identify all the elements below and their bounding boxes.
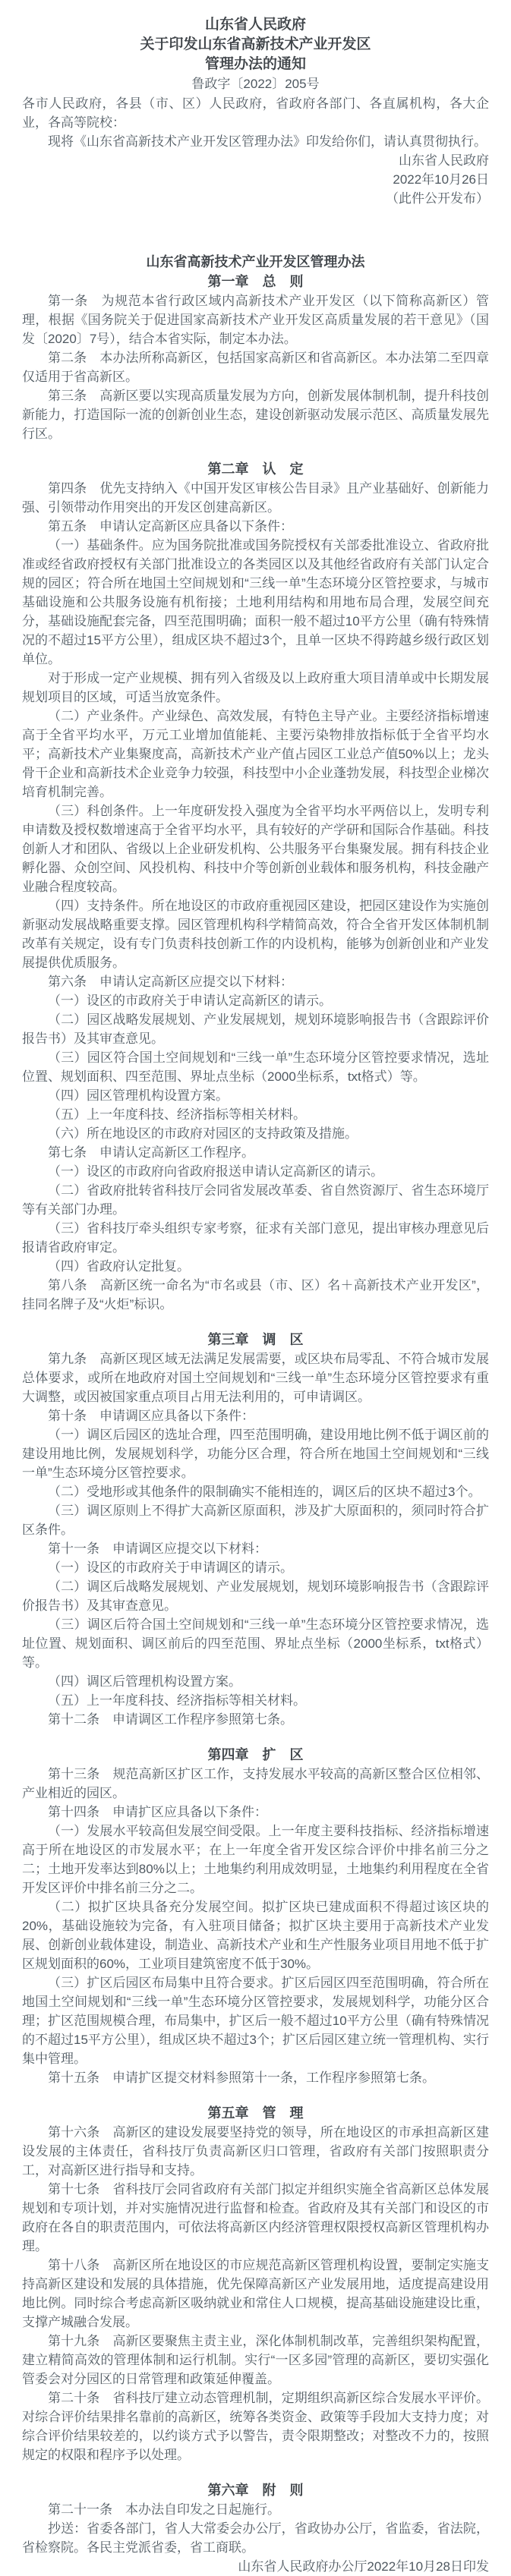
chapter-heading: 第五章 管 理 xyxy=(207,2105,304,2121)
paragraph: 第十七条 省科技厅会同省政府有关部门拟定并组织实施全省高新区总体发展规划和专项计划，并对实施情况进行监督和检查。省政府及其有关部门和设区的市政府在各自的职责范围内，可依法将高新区内经济管理权限授权高新区管理机构办理。 xyxy=(22,2182,489,2253)
paragraph: 第十二条 申请调区工作程序参照第七条。 xyxy=(48,1712,293,1727)
notice-title-line-2: 关于印发山东省高新技术产业开发区 xyxy=(140,36,371,52)
paragraph: 第一条 为规范本省行政区域内高新技术产业开发区（以下简称高新区）管理，根据《国务院关于促进国家高新技术产业开发区高质量发展的若干意见》（国发〔2020〕7号），结合本省实际，制定本办法。 xyxy=(22,294,489,346)
paragraph: （二）受地形或其他条件的限制确实不能相连的，调区后的区块不超过3个。 xyxy=(48,1485,481,1499)
public-release-note: （此件公开发布） xyxy=(386,191,489,206)
paragraph: （二）园区战略发展规划、产业发展规划，规划环境影响报告书（含跟踪评价报告书）及其审查意见。 xyxy=(22,1012,489,1046)
paragraph: 第二十条 省科技厅建立动态管理机制，定期组织高新区综合发展水平评价。对综合评价结果排名靠前的高新区，统筹各类资金、政策等手段加大支持力度；对综合评价结果较差的，以约谈方式予以警告，责令限期整改；对整改不力的，按照规定的权限和程序予以处理。 xyxy=(22,2391,489,2462)
notice-title-line-1: 山东省人民政府 xyxy=(204,17,306,33)
paragraph: 第十四条 申请扩区应具备以下条件： xyxy=(48,1805,267,1819)
paragraph: 第十五条 申请扩区提交材料参照第十一条，工作程序参照第七条。 xyxy=(48,2071,435,2085)
paragraph: （五）上一年度科技、经济指标等相关材料。 xyxy=(48,1107,306,1122)
paragraph: （一）基础条件。应为国务院批准或国务院授权有关部委批准设立、省政府批准或经省政府授权有关部门批准设立的各类园区以及其他经省政府有关部门认定合规的园区；符合所在地国土空间规划和“三线一单”生态环境分区管控要求，与城市基础设施和公共服务设施有机衔接；土地利用结构和用地布局合理，发展空间充分，基础设施配套完备，四至范围明确；面积一般不超过10平方公里（确有特殊情况的不超过15平方公里），组成区块不超过3个，且单一区块不得跨越乡级行政区划单位。 xyxy=(22,538,489,666)
notice-body: 现将《山东省高新技术产业开发区管理办法》印发给你们，请认真贯彻执行。 xyxy=(48,134,487,149)
paragraph: （三）园区符合国土空间规划和“三线一单”生态环境分区管控要求情况，选址位置、规划面积、四至范围、界址点坐标（2000坐标系，txt格式）等。 xyxy=(22,1050,489,1084)
paragraph: 第三条 高新区要以实现高质量发展为方向，创新发展体制机制，提升科技创新能力，打造国际一流的创新创业生态，建设创新驱动发展示范区、高质量发展先行区。 xyxy=(22,389,489,441)
notice-title-line-3: 管理办法的通知 xyxy=(204,56,306,72)
paragraph: 第五条 申请认定高新区应具备以下条件： xyxy=(48,519,293,534)
paragraph: （三）调区原则上不得扩大高新区原面积，涉及扩大原面积的，须同时符合扩区条件。 xyxy=(22,1504,489,1537)
paragraph: 第二十一条 本办法自印发之日起施行。 xyxy=(48,2502,280,2517)
paragraph: 第六条 申请认定高新区应提交以下材料： xyxy=(48,975,293,989)
paragraph: 第二条 本办法所称高新区，包括国家高新区和省高新区。本办法第二至四章仅适用于省高新区。 xyxy=(22,351,489,384)
addressee-line: 各市人民政府，各县（市、区）人民政府，省政府各部门、各直属机构，各大企业，各高等院校： xyxy=(22,96,489,130)
paragraph: 第十九条 高新区要聚焦主责主业，深化体制机制改革，完善组织架构配置，建立精简高效的管理体制和运行机制。实行“一区多园”管理的高新区，要切实强化管委会对分园区的日常管理和政策延伸覆盖。 xyxy=(22,2334,489,2386)
chapter-heading: 第一章 总 则 xyxy=(207,274,304,289)
paragraph: 第十八条 高新区所在地设区的市应规范高新区管理机构设置，要制定实施支持高新区建设和发展的具体措施，优先保障高新区产业发展用地，适度提高建设用地比例。同时综合考虑高新区吸纳就业和常住人口规模，提高基础设施建设比重，支撑产城融合发展。 xyxy=(22,2258,489,2329)
paragraph: 第七条 申请认定高新区工作程序。 xyxy=(48,1145,254,1160)
paragraph: （三）省科技厅牵头组织专家考察，征求有关部门意见，提出审核办理意见后报请省政府审定。 xyxy=(22,1221,489,1255)
paragraph: 第四条 优先支持纳入《中国开发区审核公告目录》且产业基础好、创新能力强、引领带动作用突出的开发区创建高新区。 xyxy=(22,481,489,515)
paragraph: （一）调区后园区的选址合理，四至范围明确，建设用地比例不低于调区前的建设用地比例，发展规划科学，功能分区合理，符合所在地国土空间规划和“三线一单”生态环境分区管控要求。 xyxy=(22,1428,489,1480)
paragraph: 第十一条 申请调区应提交以下材料： xyxy=(48,1542,267,1556)
document-number: 鲁政字〔2022〕205号 xyxy=(191,77,320,91)
measures-title: 山东省高新技术产业开发区管理办法 xyxy=(146,254,365,269)
paragraph: 第十六条 高新区的建设发展要坚持党的领导，所在地设区的市承担高新区建设发展的主体责任，省科技厅负责高新区归口管理，省政府有关部门按照职责分工，对高新区进行指导和支持。 xyxy=(22,2125,489,2178)
paragraph: （三）扩区后园区布局集中且符合要求。扩区后园区四至范围明确，符合所在地国土空间规划和“三线一单”生态环境分区管控要求，发展规划科学，功能分区合理；扩区范围规模合理，布局集中，扩区后一般不超过10平方公里（确有特殊情况的不超过15平方公里），组成区块不超过3个；扩区后园区建立统一管理机构、实行集中管理。 xyxy=(22,1976,489,2066)
paragraph: 第八条 高新区统一命名为“市名或县（市、区）名＋高新技术产业开发区”，挂同名牌子及“火炬”标识。 xyxy=(22,1278,489,1312)
cc-line: 抄送：省委各部门，省人大常委会办公厅，省政协办公厅，省监委，省法院，省检察院。各民主党派省委，省工商联。 xyxy=(22,2521,489,2555)
paragraph: （三）科创条件。上一年度研发投入强度为全省平均水平两倍以上，发明专利申请数及授权数增速高于全省平均水平，具有较好的产学研和国际合作基础。科技创新人才和团队、省级以上企业研发机构、公共服务平台集聚发展。拥有科技企业孵化器、众创空间、风投机构、科技中介等创新创业载体和服务机构，科技金融产业融合程度较高。 xyxy=(22,804,489,894)
signature-date: 2022年10月26日 xyxy=(393,172,489,187)
paragraph: （三）调区后符合国土空间规划和“三线一单”生态环境分区管控要求情况，选址位置、规划面积、调区前后的四至范围、界址点坐标（2000坐标系，txt格式）等。 xyxy=(22,1617,489,1670)
paragraph: （四）支持条件。所在地设区的市政府重视园区建设，把园区建设作为实施创新驱动发展战略重要支撑。园区管理机构科学精简高效，符合全省开发区体制机制改革有关规定，设有专门负责科技创新工作的内设机构，能够为创新创业和产业发展提供优质服务。 xyxy=(22,899,489,970)
chapters xyxy=(22,272,489,2519)
chapter-heading: 第三章 调 区 xyxy=(207,1332,304,1347)
paragraph: （四）调区后管理机构设置方案。 xyxy=(48,1674,241,1689)
signature-issuer: 山东省人民政府 xyxy=(399,153,489,168)
issuance-line: 山东省人民政府办公厅2022年10月28日印发 xyxy=(238,2559,489,2574)
paragraph: （四）省政府认定批复。 xyxy=(48,1259,190,1274)
paragraph: 第十三条 规范高新区扩区工作，支持发展水平较高的高新区整合区位相邻、产业相近的园区。 xyxy=(22,1767,489,1800)
paragraph: 第九条 高新区现区域无法满足发展需要，或区块布局零乱、不符合城市发展总体要求，或所在地政府对国土空间规划和“三线一单”生态环境分区管控要求有重大调整，或因被国家重点项目占用无法利用的，可申请调区。 xyxy=(22,1352,489,1404)
paragraph: （一）设区的市政府关于申请认定高新区的请示。 xyxy=(48,994,332,1008)
paragraph: （五）上一年度科技、经济指标等相关材料。 xyxy=(48,1693,306,1708)
paragraph: （二）产业条件。产业绿色、高效发展，有特色主导产业。主要经济指标增速高于全省平均水平，万元工业增加值能耗、主要污染物排放指标低于全省平均水平；高新技术产业集聚度高，高新技术产业产值占园区工业总产值50%以上；龙头骨干企业和高新技术企业竞争力较强，科技型中小企业蓬勃发展，科技型企业梯次培育机制完善。 xyxy=(22,709,489,799)
paragraph: （二）拟扩区块具备充分发展空间。拟扩区块已建成面积不得超过该区块的20%，基础设施较为完备，有入驻项目储备；拟扩区块主要用于高新技术产业发展、创新创业载体建设，制造业、高新技术产业和生产性服务业项目用地不低于扩区规划面积的60%，工业项目建筑密度不低于30%。 xyxy=(22,1900,489,1971)
paragraph: （一）发展水平较高但发展空间受限。上一年度主要科技指标、经济指标增速高于所在地设区的市发展水平；在上一年度全省开发区综合评价中排名前三分之二；土地开发率达到80%以上；土地集约利用成效明显，土地集约利用程度在全省开发区评价中排名前三分之二。 xyxy=(22,1824,489,1895)
chapter-heading: 第四章 扩 区 xyxy=(207,1747,304,1762)
chapter-heading: 第六章 附 则 xyxy=(207,2483,304,2498)
chapter-heading: 第二章 认 定 xyxy=(207,461,304,477)
paragraph: （六）所在地设区的市政府对园区的支持政策及措施。 xyxy=(48,1126,358,1141)
paragraph: （二）调区后战略发展规划、产业发展规划，规划环境影响报告书（含跟踪评价报告书）及其审查意见。 xyxy=(22,1579,489,1613)
paragraph: （一）设区的市政府关于申请调区的请示。 xyxy=(48,1560,293,1575)
paragraph: 第十条 申请调区应具备以下条件： xyxy=(48,1409,254,1423)
paragraph: 对于形成一定产业规模、拥有列入省级及以上政府重大项目清单或中长期发展规划项目的区域，可适当放宽条件。 xyxy=(22,671,489,704)
paragraph: （四）园区管理机构设置方案。 xyxy=(48,1088,229,1103)
paragraph: （二）省政府批转省科技厅会同省发展改革委、省自然资源厅、省生态环境厅等有关部门办理。 xyxy=(22,1183,489,1217)
paragraph: （一）设区的市政府向省政府报送申请认定高新区的请示。 xyxy=(48,1164,383,1179)
